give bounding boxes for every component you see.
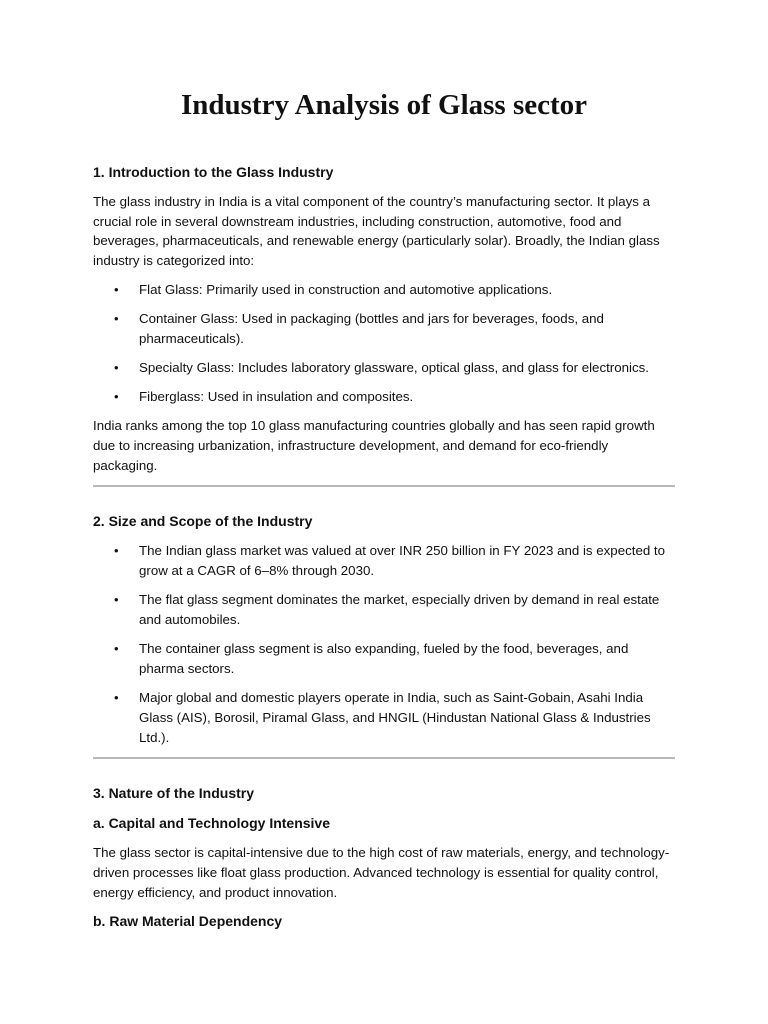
list-item-text: The Indian glass market was valued at over INR 250 billion in FY 2023 and is expected to grow at a CAGR of 6–8% through 2030. xyxy=(139,543,666,579)
bullet-list xyxy=(93,541,675,747)
bullet-icon: • xyxy=(114,641,119,657)
bullet-icon: • xyxy=(114,690,119,706)
horizontal-divider xyxy=(93,485,675,487)
section-heading: 3. Nature of the Industry xyxy=(93,785,255,802)
list-item xyxy=(93,309,675,348)
bullet-icon: • xyxy=(114,543,119,559)
section-heading: 1. Introduction to the Glass Industry xyxy=(93,164,334,180)
bullet-icon: • xyxy=(114,311,119,327)
bullet-list xyxy=(93,280,675,407)
bullet-icon: • xyxy=(114,359,119,375)
bullet-icon: • xyxy=(114,389,119,405)
section-heading: 2. Size and Scope of the Industry xyxy=(93,513,313,530)
section-size-scope xyxy=(93,511,675,747)
document-title: Industry Analysis of Glass sector xyxy=(180,89,588,121)
list-item xyxy=(93,688,675,747)
bullet-icon: • xyxy=(114,592,119,608)
list-item-text: Specialty Glass: Includes laboratory glassware, optical glass, and glass for electronics. xyxy=(139,359,649,375)
list-item xyxy=(93,358,675,378)
section-nature xyxy=(93,783,675,931)
list-item xyxy=(93,541,675,580)
list-item-text: Flat Glass: Primarily used in construction and automotive applications. xyxy=(139,281,553,297)
subsection-heading: b. Raw Material Dependency xyxy=(93,913,283,930)
list-item xyxy=(93,280,675,300)
subsection-heading: a. Capital and Technology Intensive xyxy=(93,815,331,832)
document-content xyxy=(93,84,675,941)
paragraph: The glass industry in India is a vital component of the country’s manufacturing sector. It plays a crucial role in several downstream industries, including construction, automotive, food and beverages, pharmaceuticals, and renewable energy (particularly solar). Broadly, the Indian glass industry is categorized into: xyxy=(93,194,660,269)
list-item-text: The flat glass segment dominates the market, especially driven by demand in real estate and automobiles. xyxy=(139,592,660,628)
horizontal-divider xyxy=(93,757,675,759)
list-item-text: Container Glass: Used in packaging (bottles and jars for beverages, foods, and pharmaceuticals). xyxy=(139,311,604,346)
list-item xyxy=(93,639,675,678)
bullet-icon: • xyxy=(114,281,119,297)
paragraph: India ranks among the top 10 glass manufacturing countries globally and has seen rapid growth due to increasing urbanization, infrastructure development, and demand for eco-friendly packaging. xyxy=(93,418,655,473)
list-item xyxy=(93,590,675,629)
section-introduction xyxy=(93,162,675,475)
paragraph: The glass sector is capital-intensive due to the high cost of raw materials, energy, and technology-driven processes like float glass production. Advanced technology is essential for quality control, energy efficiency, and product innovation. xyxy=(93,845,670,900)
list-item-text: Fiberglass: Used in insulation and composites. xyxy=(139,389,414,405)
list-item-text: The container glass segment is also expanding, fueled by the food, beverages, and pharma sectors. xyxy=(139,641,629,676)
list-item xyxy=(93,387,675,407)
list-item-text: Major global and domestic players operate in India, such as Saint-Gobain, Asahi India Glass (AIS), Borosil, Piramal Glass, and HNGIL (Hindustan National Glass & Industries Ltd.). xyxy=(139,690,651,745)
